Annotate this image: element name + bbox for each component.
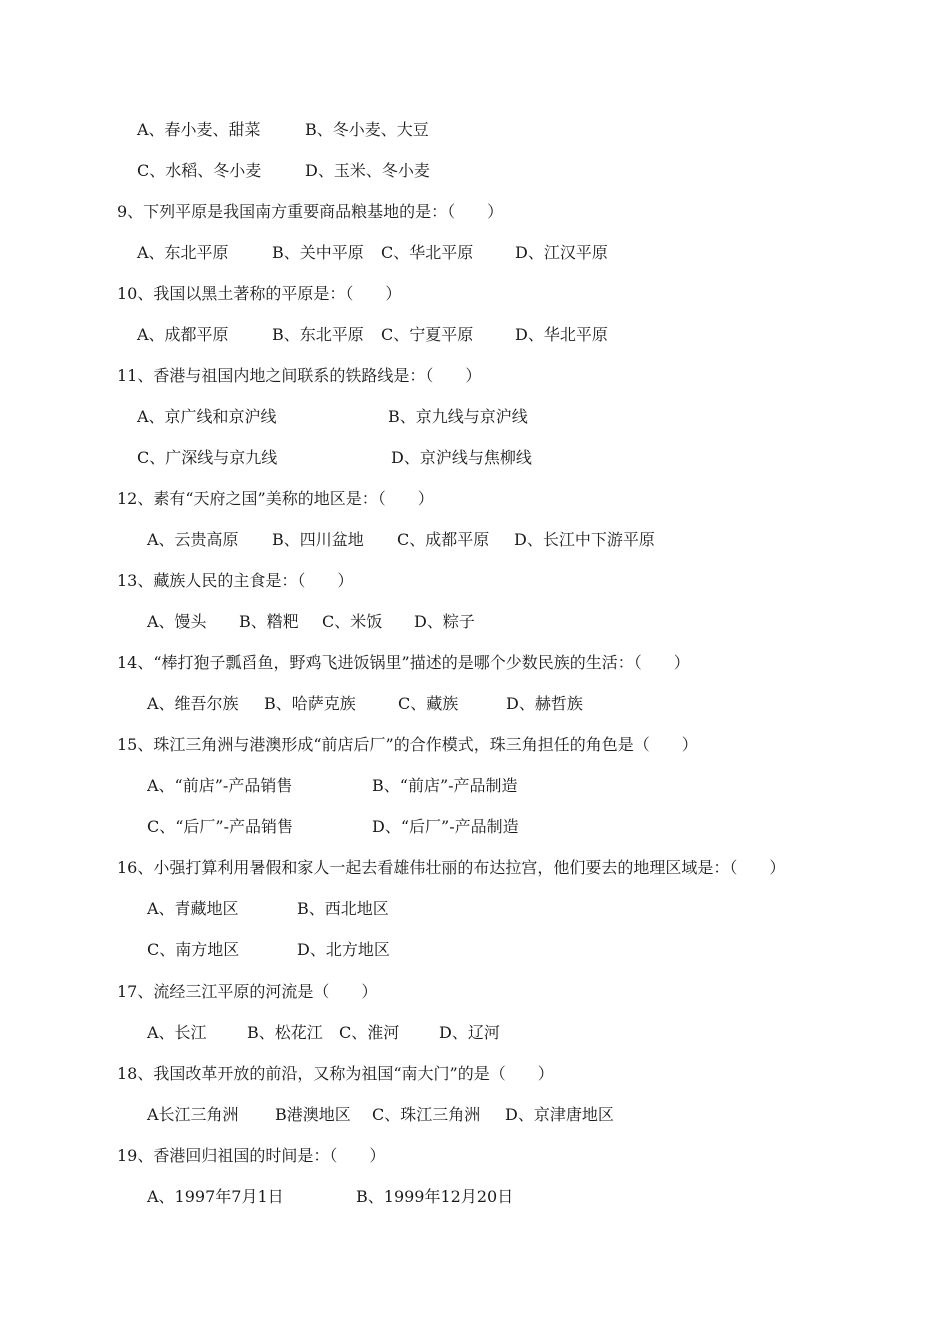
question-text: 15、珠江三角洲与港澳形成“前店后厂”的合作模式，珠三角担任的角色是（ ） [117, 735, 698, 754]
option-c: C、宁夏平原 [381, 325, 474, 344]
option-a: A、云贵高原 [147, 530, 239, 549]
option-b: B、“前店”-产品制造 [372, 776, 518, 795]
option-a: A、成都平原 [137, 325, 229, 344]
option-c: C、广深线与京九线 [137, 448, 278, 467]
option-a: A、维吾尔族 [147, 694, 239, 713]
question-text: 10、我国以黑土著称的平原是：（ ） [117, 284, 402, 303]
option-c: C、珠江三角洲 [372, 1105, 481, 1124]
option-c: C、南方地区 [147, 940, 240, 959]
option-c: C、藏族 [398, 694, 459, 713]
option-a: A、馒头 [147, 612, 207, 631]
question-text: 16、小强打算利用暑假和家人一起去看雄伟壮丽的布达拉宫，他们要去的地理区域是：（ ） [117, 858, 786, 877]
question-text: 18、我国改革开放的前沿，又称为祖国“南大门”的是（ ） [117, 1064, 554, 1083]
option-b: B港澳地区 [275, 1105, 351, 1124]
option-d: D、江汉平原 [515, 243, 608, 262]
option-c: C、成都平原 [397, 530, 490, 549]
option-a: A、京广线和京沪线 [137, 407, 277, 426]
question-text: 9、下列平原是我国南方重要商品粮基地的是：（ ） [117, 202, 504, 221]
option-b: B、东北平原 [272, 325, 364, 344]
option-b: B、关中平原 [272, 243, 364, 262]
question-text: 11、香港与祖国内地之间联系的铁路线是：（ ） [117, 366, 482, 385]
option-b: B、糌粑 [239, 612, 299, 631]
option-b: B、冬小麦、大豆 [305, 120, 429, 139]
option-b: B、哈萨克族 [264, 694, 356, 713]
option-a: A、长江 [147, 1023, 207, 1042]
option-d: D、赫哲族 [506, 694, 583, 713]
option-b: B、1999年12月20日 [356, 1187, 514, 1206]
option-d: D、辽河 [439, 1023, 500, 1042]
option-b: B、四川盆地 [272, 530, 364, 549]
option-c: C、华北平原 [381, 243, 474, 262]
option-d: D、粽子 [414, 612, 475, 631]
option-c: C、水稻、冬小麦 [137, 161, 262, 180]
option-a: A长江三角洲 [147, 1105, 239, 1124]
question-text: 12、素有“天府之国”美称的地区是：（ ） [117, 489, 434, 508]
option-c: C、米饭 [322, 612, 383, 631]
question-text: 13、藏族人民的主食是：（ ） [117, 571, 354, 590]
option-b: B、西北地区 [297, 899, 389, 918]
option-d: D、长江中下游平原 [514, 530, 655, 549]
option-a: A、1997年7月1日 [147, 1187, 284, 1206]
question-text: 14、“棒打狍子瓢舀鱼，野鸡飞进饭锅里”描述的是哪个少数民族的生活：（ ） [117, 653, 690, 672]
option-c: C、淮河 [339, 1023, 400, 1042]
option-b: B、松花江 [247, 1023, 323, 1042]
option-d: D、北方地区 [297, 940, 390, 959]
option-d: D、“后厂”-产品制造 [372, 817, 519, 836]
question-text: 17、流经三江平原的河流是（ ） [117, 982, 378, 1001]
option-b: B、京九线与京沪线 [388, 407, 528, 426]
question-text: 19、香港回归祖国的时间是：（ ） [117, 1146, 386, 1165]
option-a: A、春小麦、甜菜 [137, 120, 261, 139]
option-d: D、华北平原 [515, 325, 608, 344]
option-a: A、“前店”-产品销售 [147, 776, 293, 795]
option-a: A、青藏地区 [147, 899, 239, 918]
option-d: D、京沪线与焦柳线 [391, 448, 532, 467]
option-d: D、玉米、冬小麦 [305, 161, 430, 180]
option-d: D、京津唐地区 [505, 1105, 614, 1124]
option-c: C、“后厂”-产品销售 [147, 817, 294, 836]
option-a: A、东北平原 [137, 243, 229, 262]
